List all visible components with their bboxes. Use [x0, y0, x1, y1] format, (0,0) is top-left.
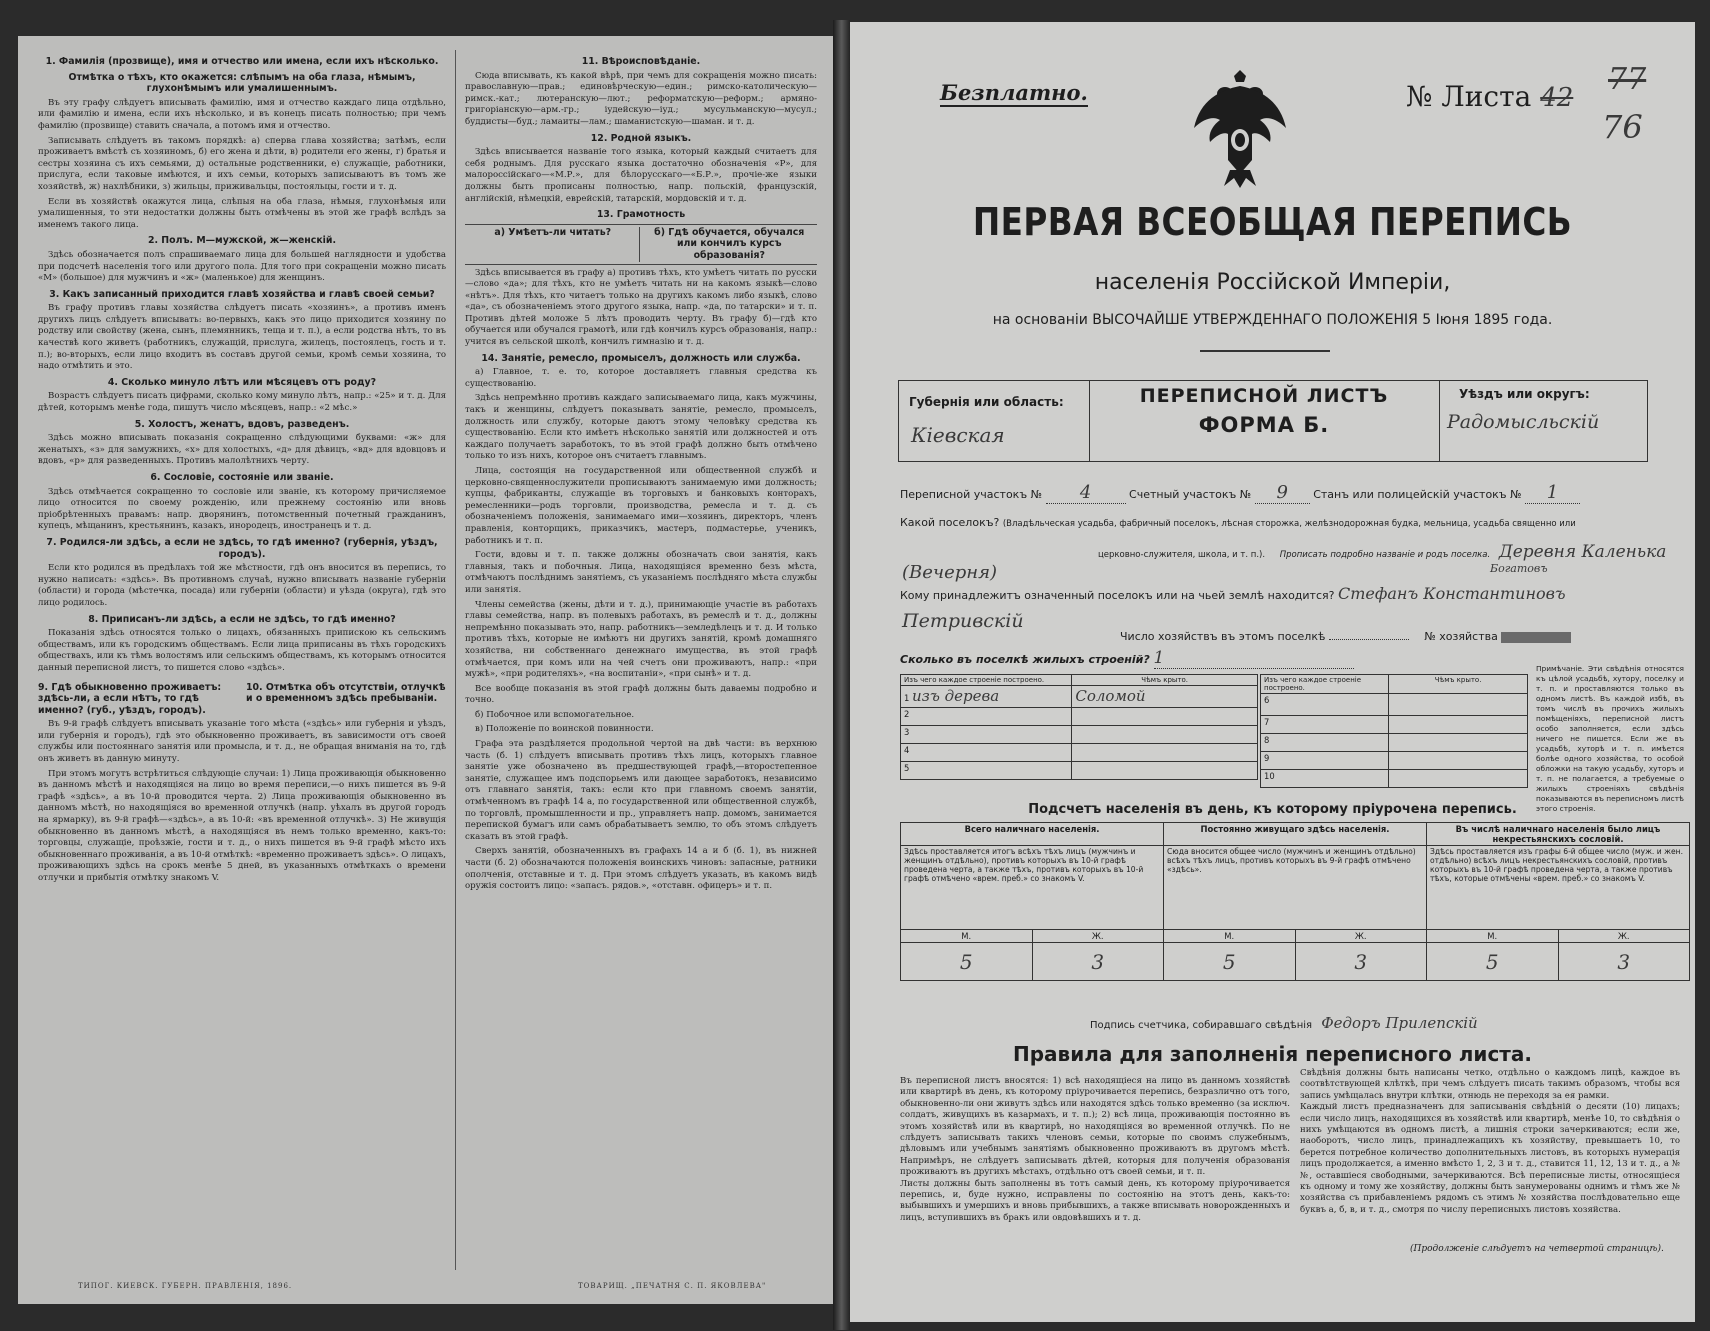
column-divider [455, 50, 456, 1270]
heading-4: 4. Сколько минуло лѣтъ или мѣсяцевъ отъ роду? [107, 376, 377, 388]
buildings-table-left [900, 674, 1258, 780]
owner-value: Стефанъ Константиновъ [1337, 584, 1566, 603]
paragraph: Здѣсь можно вписывать показанія сокращенно слѣдующими буквами: «ж» для женатыхъ, «з» для замужнихъ, «х» для холостыхъ, «д» для дѣвицъ, «вд» для вдовцовъ и вдовъ, «р» для разведенныхъ. Противъ малолѣтнихъ черту. [38, 433, 446, 467]
paragraph: Гости, вдовы и т. п. также должны обозначать свои занятія, какъ главныя, такъ и побочныя. Лица, находящіяся временно безъ мѣста, отмѣчаютъ послѣднимъ занятіемъ, съ указаніемъ послѣдняго мѣста службы или занятія. [465, 550, 817, 595]
book-spine [833, 20, 850, 1330]
census-precinct-value: 4 [1046, 482, 1126, 504]
paragraph: Если кто родился въ предѣлахъ той же мѣстности, гдѣ онъ вносится въ перепись, то нужно написать: «здѣсь». Въ противномъ случаѣ, нужно вписывать названіе губерніи (области) и города (мѣстечка, посада) или губерніи (области) и уѣзда (округа), гдѣ это лицо родилось. [38, 563, 446, 608]
table-cell [1389, 752, 1528, 770]
table-row: 5 [901, 762, 1072, 780]
district-label: Уѣздъ или округъ: [1459, 387, 1590, 401]
male-header: М. [1164, 930, 1296, 943]
heading-5: 5. Холостъ, женатъ, вдовъ, разведенъ. [134, 418, 350, 430]
divider [1200, 350, 1330, 352]
census-title: ПЕРВАЯ ВСЕОБЩАЯ ПЕРЕПИСЬ [972, 200, 1573, 244]
female-header: Ж. [1558, 930, 1690, 943]
households-count-label: Число хозяйствъ въ этомъ поселкѣ [1120, 630, 1326, 643]
form-title-cell [1089, 381, 1440, 461]
form-b: ФОРМА Б. [1198, 413, 1330, 437]
settlement-hint-3: Прописать подробно названіе и родъ поселка. [1279, 550, 1491, 560]
right-page [850, 22, 1695, 1322]
rules-continued: (Продолженіе слѣдуетъ на четвертой страницѣ). [1410, 1244, 1664, 1254]
permanent-population-header: Постоянно живущаго здѣсь населенія. [1164, 823, 1427, 846]
double-headed-eagle-icon [1190, 70, 1290, 190]
heading-13: 13. Грамотность [596, 209, 686, 221]
police-precinct-value: 1 [1525, 482, 1580, 504]
paragraph: Въ 9-й графѣ слѣдуетъ вписывать указаніе того мѣста («здѣсь» или губернія и уѣздъ, или губернія и городъ), гдѣ это обыкновенно проживаетъ, въ зависимости отъ своей службы или постояннаго занятія или промысла, и т. д., не обращая вниманія на то, гдѣ онъ живетъ въ данную минуту. [38, 719, 446, 765]
heading-1: 1. Фамилія (прозвище), имя и отчество или имена, если ихъ нѣсколько. [45, 56, 439, 67]
population-table [900, 822, 1690, 981]
paragraph: Все вообще показанія въ этой графѣ должны быть даваемы подробно и точно. [465, 683, 817, 706]
rules-left-column: Въ переписной листъ вносятся: 1) всѣ находящіеся на лицо въ данномъ хозяйствѣ или квартирѣ въ день, къ которому пріурочивается перепись, безразлично отъ того, обыкновенно-ли они живутъ здѣсь или находятся здѣсь только временно (за исключ. солдатъ, живущихъ въ казармахъ, и т. п.); 2) всѣ лица, проживающія постоянно въ этомъ хозяйствѣ или въ квартирѣ, но находящіяся во временной отлучкѣ. По не слѣдуетъ записывать такихъ членовъ семьи, которые по своимъ служебнымъ, дѣловымъ или учебнымъ занятіямъ обыкновенно проживаютъ въ другомъ мѣстѣ. Напримѣръ, не слѣдуетъ записывать дѣтей, которыя для полученія образованія проживаютъ въ другихъ мѣстахъ, отдѣльно отъ своей семьи, и т. п. Листы должны быть заполнены въ тотъ самый день, къ которому пріурочивается перепись, и, буде нужно, исправлены по состоянію на этотъ день, какъ-то: выбывшихъ и умершихъ и вновь прибывшихъ, а также вписывать новорожденныхъ и лицъ, вступившихъ въ бракъ или овдовѣвшихъ и т. д. [900, 1076, 1290, 1223]
owner-label: Кому принадлежитъ означенный поселокъ или на чьей землѣ находится? [900, 589, 1335, 602]
heading-10: 10. Отмѣтка объ отсутствіи, отлучкѣ и о временномъ здѣсь пребываніи. [246, 681, 446, 705]
count-precinct-value: 9 [1255, 482, 1310, 504]
paragraph: Здѣсь отмѣчается сокращенно то сословіе или званіе, къ которому причисляемое лицо относится по своему рожденію, или прежнему состоянію или вновь пріобрѣтенныхъ правамъ: напр. дворянинъ, потомственный почетный гражданинъ, купецъ, мѣщанинъ, крестьянинъ, казакъ, инородецъ, иностранецъ и т. д. [38, 486, 446, 532]
row-number: 1 [904, 693, 910, 703]
permanent-female-value: 3 [1295, 943, 1427, 981]
count-precinct-label: Счетный участокъ № [1129, 488, 1252, 501]
buildings-table-right [1260, 674, 1528, 788]
heading-6: 6. Сословіе, состояніе или званіе. [150, 472, 334, 483]
buildings-label: Сколько въ поселкѣ жилыхъ строеній? [900, 653, 1150, 666]
table-cell [1072, 726, 1258, 744]
population-heading: Подсчетъ населенія въ день, къ которому пріурочена перепись. [1028, 802, 1517, 817]
form-title: ПЕРЕПИСНОЙ ЛИСТЪ [1139, 385, 1389, 407]
table-cell [1389, 716, 1528, 734]
free-label: Безплатно. [940, 80, 1088, 105]
paragraph: Возрастъ слѣдуетъ писать цифрами, сколько кому минуло лѣтъ, напр.: «25» и т. д. Для дѣтей, которымъ менѣе года, пишутъ число мѣсяцевъ, напр.: «2 мѣс.» [38, 391, 446, 414]
paragraph: Лица, состоящія на государственной или общественной службѣ и церковно-священнослужители прописываютъ занимаемую ими должность; купцы, фабриканты, служащіе въ торговыхъ и банковыхъ конторахъ, ремесленники—родъ торговли, производства, ремесла и т. д. съ обозначеніемъ положенія, занимаемаго ими—хозяинъ, директоръ, членъ правленія, конторщикъ, приказчикъ, мастеръ, подмастерье, ученикъ, работникъ и т. п. [465, 466, 817, 546]
heading-7: 7. Родился-ли здѣсь, а если не здѣсь, то гдѣ именно? (губернія, уѣздъ, городъ). [46, 536, 438, 560]
form-header-box [898, 380, 1648, 462]
legal-basis: на основаніи ВЫСОЧАЙШЕ УТВЕРЖДЕННАГО ПОЛОЖЕНІЯ 5 Іюня 1895 года. [992, 312, 1553, 328]
heading-13a: а) Умѣетъ-ли читать? [467, 227, 640, 262]
female-header: Ж. [1032, 930, 1164, 943]
rules-right-column: Свѣдѣнія должны быть написаны четко, отдѣльно о каждомъ лицѣ, каждое въ соотвѣтствующей клѣткѣ, при чемъ слѣдуетъ писать такимъ образомъ, чтобы вся запись умѣщалась внутри клѣтки, отнюдь не переходя за ея рамки. Каждый листъ предназначенъ для записыванія свѣдѣній о десяти (10) лицахъ; если число лицъ, находящихся въ хозяйствѣ или квартирѣ, менѣе 10, то свѣдѣнія о нихъ умѣщаются въ одномъ листѣ, а лишнія строки зачеркиваются; если же, наоборотъ, число лицъ, принадлежащихъ къ хозяйству, превышаетъ 10, то берется потребное количество дополнительныхъ листовъ, въ которыхъ нумерація лицъ продолжается, а именно вмѣсто 1, 2, 3 и т. д., ставится 11, 12, 13 и т. д., а №№, оставшіеся свободными, зачеркиваются. Всѣ переписные листы, относящіеся къ одному и тому же хозяйству, должны быть занумерованы однимъ и тѣмъ же № хозяйства съ прибавленіемъ рядомъ съ этимъ № хозяйства послѣдовательно еще буквъ а, б, в, и т. д., смотря по числу переписныхъ листовъ хозяйства. [1300, 1068, 1680, 1215]
buildings-line [900, 648, 1400, 669]
paragraph: Записывать слѣдуетъ въ такомъ порядкѣ: а) сперва глава хозяйства; затѣмъ, если проживаетъ вмѣстѣ съ хозяиномъ, б) его жена и дѣти, в) родители его жены, г) братья и сестры хозяина съ ихъ семьями, д) остальные родственники, е) служащіе, работники, прислуга, если таковые имѣются, и ихъ семьи, которыхъ записываютъ въ томъ же хозяйствѣ, ж) нахлѣбники, з) жильцы, приживальцы, постояльцы, гости и т. д. [38, 135, 446, 192]
table-row: 4 [901, 744, 1072, 762]
table-row: 2 [901, 708, 1072, 726]
settlement-line-2 [1098, 542, 1668, 562]
paragraph: Графа эта раздѣляется продольной чертой на двѣ части: въ верхнюю часть (б. 1) слѣдуетъ вписывать противъ тѣхъ лицъ, которыхъ главное занятіе уже обозначено въ предшествующей графѣ,—второстепенное занятіе, служащее имъ подспорьемъ или дающее заработокъ, независимо отъ главнаго занятія, такъ: если кто при главномъ своемъ занятіи, отмѣченномъ въ графѣ 14 а, по государственной или общественной службѣ, по торговлѣ, промышленности и пр., управляетъ напр. домомъ, занимается перепиской бумагъ или самъ обрабатываетъ землю, то объ этомъ слѣдуетъ сказать въ этой графѣ. [465, 739, 817, 842]
census-subtitle: населенія Россійской Имперіи, [1094, 270, 1451, 295]
settlement-value: Деревня Каленька [1498, 542, 1667, 562]
household-no-blot [1501, 632, 1571, 643]
police-precinct-label: Станъ или полицейскій участокъ № [1313, 488, 1522, 501]
paragraph: в) Положеніе по воинской повинности. [475, 724, 654, 735]
paragraph: Здѣсь непремѣнно противъ каждаго записываемаго лица, какъ мужчины, такъ и женщины, слѣдуетъ показывать занятіе, ремесло, промыселъ, должность или службу, которые даютъ этому человѣку средства къ существованію. Если кто имѣетъ нѣсколько занятій или должностей и отъ каждаго получаетъ заработокъ, то въ этой графѣ должно быть отмѣчено только то изъ нихъ, которое онъ считаетъ главнымъ. [465, 393, 817, 462]
table-cell [1072, 744, 1258, 762]
col-roof-header: Чѣмъ крыто. [1389, 675, 1528, 694]
province-label: Губернія или область: [909, 395, 1064, 409]
owner-value-2: Петривскій [902, 610, 1024, 632]
paragraph: б) Побочное или вспомогательное. [475, 709, 635, 720]
left-column-2 [465, 52, 817, 896]
table-row: 9 [1261, 752, 1389, 770]
permanent-population-desc: Сюда вносится общее число (мужчинъ и женщинъ отдѣльно) всѣхъ тѣхъ лицъ, противъ которыхъ въ 9-й графѣ отмѣчено «здѣсь». [1164, 846, 1427, 930]
non-peasant-male-value: 5 [1427, 943, 1559, 981]
settlement-value-2: (Вечерня) [902, 562, 998, 583]
total-female-value: 3 [1032, 943, 1164, 981]
heading-8: 8. Приписанъ-ли здѣсь, а если не здѣсь, то гдѣ именно? [88, 613, 396, 625]
table-cell [1389, 734, 1528, 752]
heading-12: 12. Родной языкъ. [590, 132, 692, 144]
signature-value: Федоръ Прилепскій [1321, 1014, 1478, 1032]
left-column-1 [38, 52, 446, 888]
census-precinct-label: Переписной участокъ № [900, 488, 1043, 501]
table-row: 10 [1261, 770, 1389, 788]
table-cell [1072, 762, 1258, 780]
heading-13b: б) Гдѣ обучается, обучался или кончилъ курсъ образованія? [654, 226, 805, 261]
households-count-value [1329, 639, 1409, 640]
roof-value: Соломой [1072, 686, 1258, 708]
paragraph: Члены семейства (жены, дѣти и т. д.), принимающіе участіе въ работахъ главы семейства, напр. въ полевыхъ работахъ, въ ремеслѣ и т. д., должны непремѣнно показывать это, напр. работникъ—земледѣлецъ и т. д. И только противъ тѣхъ, которые не имѣютъ ни другихъ занятій, кромѣ домашняго хозяйства, ни собственнаго денежнаго имущества, въ этой графѣ отмѣчается, при комъ или на чей счетъ они проживаютъ, напр.: «при мужѣ», «при родителяхъ», «на воспитаніи», «при сынѣ» и т. д. [465, 599, 817, 680]
printer-imprint-left: ТИПОГ. КИЕВСК. ГУБЕРН. ПРАВЛЕНІЯ, 1896. [78, 1282, 293, 1290]
material-value: изъ дерева [912, 687, 1000, 705]
signature-line [1090, 1014, 1690, 1032]
district-value: Радомысльскій [1447, 411, 1600, 433]
table-row: 6 [1261, 694, 1389, 716]
district-cell [1439, 381, 1647, 461]
paragraph: Сверхъ занятій, обозначенныхъ въ графахъ 14 а и б (б. 1), въ нижней части (б. 2) обозначаются положенія воинскихъ чиновъ: запасные, ратники ополченія, отставные и т. д. При этомъ слѣдуетъ указать, въ какомъ видѣ оружія состоитъ лицо: «запасъ. рядов.», «отставн. офицеръ» и т. п. [465, 846, 817, 892]
total-population-header: Всего наличнаго населенія. [901, 823, 1164, 846]
owner-line [900, 584, 1690, 603]
paragraph: Сюда вписывать, къ какой вѣрѣ, при чемъ для сокращенія можно писать: православную—прав.; единовѣрческую—един.; римско-католическую—римск.-кат.; лютеранскую—лют.; реформатскую—реформ.; армяно-григоріанскую—арм.-гр.; іудейскую—іуд.; мусульманскую—мусул.; буддисты—буд.; ламаиты—лам.; шаманистскую—шаман. и т. д. [465, 70, 817, 127]
female-header: Ж. [1295, 930, 1427, 943]
owner-value-top: Богатовъ [1490, 562, 1548, 575]
table-cell [1389, 770, 1528, 788]
province-value: Кіевская [911, 423, 1005, 447]
paragraph: При этомъ могутъ встрѣтиться слѣдующіе случаи: 1) Лица проживающія обыкновенно въ данномъ мѣстѣ и находящіяся на лицо во время переписи,—о нихъ пишется въ 9-й графѣ «здѣсь», а въ 10-й проводится черта. 2) Лица проживающія обыкновенно въ данномъ мѣстѣ, но находящіяся во временной отлучкѣ (напр. уѣхалъ въ другой городъ на ярмарку), въ 9-й графѣ—«здѣсь», а въ 10-й: «въ временной отлучкѣ». 3) Не живущія обыкновенно въ данномъ мѣстѣ, а находящіяся въ немъ только временно, какъ-то: торговцы, служащіе, проѣзжіе, гости и т. д., о нихъ пишется въ 9-й графѣ мѣсто ихъ обыкновеннаго проживанія, а въ 10-й отмѣткѣ: «временно проживаетъ здѣсь». О лицахъ, проживающихъ здѣсь на срокъ менѣе 5 дней, въ указанныхъ отмѣткахъ о времени отлучки и прибытія отмѣтку знакомъ V. [38, 768, 446, 883]
total-population-desc: Здѣсь проставляется итогъ всѣхъ тѣхъ лицъ (мужчинъ и женщинъ отдѣльно), противъ которыхъ въ 10-й графѣ проведена черта, а также тѣхъ, противъ которыхъ въ 10-й графѣ отмѣчено «врем. преб.» со знакомъ V. [901, 846, 1164, 930]
heading-14: 14. Занятіе, ремесло, промыселъ, должность или служба. [481, 352, 801, 364]
sheet-label: № Листа [1406, 80, 1532, 113]
col-roof-header: Чѣмъ крыто. [1072, 675, 1258, 686]
col-material-header: Изъ чего каждое строеніе построено. [901, 675, 1072, 686]
settlement-label: Какой поселокъ? [900, 516, 1000, 529]
settlement-line [900, 516, 1660, 529]
heading-11: 11. Вѣроисповѣданіе. [581, 56, 701, 67]
sheet-number-handwritten-2: 76 [1602, 108, 1643, 146]
heading-1b: Отмѣтка о тѣхъ, кто окажется: слѣпымъ на оба глаза, нѣмымъ, глухонѣмымъ или умалишеннымъ. [68, 71, 416, 95]
buildings-note: Примѣчаніе. Эти свѣдѣнія относятся къ цѣлой усадьбѣ, хутору, поселку и т. п. и проставляются только въ одномъ листѣ. Въ каждой избѣ, въ томъ числѣ въ прочихъ жилыхъ помѣщеніяхъ, переписной листъ особо заполняется, если здѣсь ничего не пишется. Если же въ усадьбѣ, хуторѣ и т. п. имѣется болѣе одного хозяйства, то особой обложки на такую усадьбу, хуторъ и т. п. не полагается, а требуемые о жилыхъ строеніяхъ свѣдѣнія показываются въ переписномъ листѣ этого строенія. [1536, 664, 1684, 813]
table-row: 7 [1261, 716, 1389, 734]
total-male-value: 5 [901, 943, 1033, 981]
paragraph: Если въ хозяйствѣ окажутся лица, слѣпыя на оба глаза, нѣмыя, глухонѣмыя или умалишенныя, то эти недостатки должны быть отмѣчены въ этой же графѣ вслѣдъ за именемъ такого лица. [38, 196, 446, 230]
paragraph: Здѣсь обозначается полъ спрашиваемаго лица для большей наглядности и удобства при подсчетѣ населенія того или другого пола. Для того при сокращеніи можно писать «М» (большое) для мужчинъ и «ж» (маленькое) для женщинъ. [38, 249, 446, 284]
paragraph: а) Главное, т. е. то, которое доставляетъ главныя средства къ существованію. [465, 367, 817, 389]
settlement-hint: (Владѣльческая усадьба, фабричный поселокъ, лѣсная сторожка, желѣзнодорожная будка, мельница, усадьба священно или [1002, 519, 1576, 529]
settlement-hint-2: церковно-служителя, школа, и т. п.). [1098, 550, 1266, 560]
heading-2: 2. Полъ. М—мужской, ж—женскій. [147, 235, 337, 247]
table-cell [1389, 694, 1528, 716]
province-cell [899, 381, 1090, 461]
printer-imprint-right: ТОВАРИЩ. „ПЕЧАТНЯ С. П. ЯКОВЛЕВА" [578, 1282, 767, 1290]
paragraph: Здѣсь вписывается въ графу а) противъ тѣхъ, кто умѣетъ читать по русски—слово «да»; для тѣхъ, кто не умѣетъ читать ни на какомъ языкѣ—слово «нѣтъ». Для тѣхъ, кто читаетъ только на другихъ какомъ либо языкѣ, слово «да», съ обозначеніемъ этого другого языка, напр. «да, по татарски» и т. п. Противъ дѣтей моложе 5 лѣтъ проводить черту. Въ графу б)—гдѣ кто обучается или обучался грамотѣ, или гдѣ кончилъ курсъ образованія, напр.: учится въ сельской школѣ, кончилъ гимназію и т. д. [465, 267, 817, 348]
paragraph: Въ эту графу слѣдуетъ вписывать фамилію, имя и отчество каждаго лица отдѣльно, или фамилію и имена, если ихъ нѣсколько, и въ конецъ писать полностью; при чемъ фамилію (прозвище) ставить сначала, а потомъ имя и отчество. [38, 97, 446, 131]
sheet-number [1406, 80, 1573, 113]
col-material-header: Изъ чего каждое строеніе построено. [1261, 675, 1389, 694]
buildings-value: 1 [1154, 648, 1354, 669]
table-row: 3 [901, 726, 1072, 744]
non-peasant-header: Въ числѣ наличнаго населенія было лицъ некрестьянскихъ сословій. [1427, 823, 1690, 846]
sheet-number-struck: 42 [1540, 83, 1574, 113]
household-no-label: № хозяйства [1424, 630, 1498, 643]
table-cell [1072, 708, 1258, 726]
male-header: М. [901, 930, 1033, 943]
precinct-line [900, 482, 1660, 504]
left-page [18, 36, 833, 1304]
rules-title: Правила для заполненія переписного листа. [1013, 1042, 1532, 1066]
table-row [901, 686, 1072, 708]
heading-3: 3. Какъ записанный приходится главѣ хозяйства и главѣ своей семьи? [49, 288, 435, 300]
signature-label: Подпись счетчика, собиравшаго свѣдѣнія [1090, 1020, 1313, 1031]
heading-9: 9. Гдѣ обыкновенно проживаетъ: здѣсь-ли, а если нѣтъ, то гдѣ именно? (губ., уѣздъ, городъ). [38, 681, 222, 716]
households-line [1120, 630, 1680, 643]
male-header: М. [1427, 930, 1559, 943]
paragraph: Въ графу противъ главы хозяйства слѣдуетъ писать «хозяинъ», а противъ именъ другихъ лицъ слѣдуетъ вписывать: во-первыхъ, какъ это лицо приходится хозяину по родству или свойству (жена, сынъ, племянникъ, теща и т. п.), а если родства нѣтъ, то въ качествѣ кого живетъ (работникъ, служащій, прислуга, жилецъ, постоялецъ, гость и т. п.); во-вторыхъ, если лицо входитъ въ составъ другой семьи, кромѣ семьи хозяина, то надо отмѣтить и это. [38, 303, 446, 372]
sheet-number-handwritten-1: 77 [1608, 62, 1647, 97]
non-peasant-female-value: 3 [1558, 943, 1690, 981]
paragraph: Здѣсь вписывается названіе того языка, который каждый считаетъ для себя роднымъ. Для русскаго языка достаточно обозначенія «Р», для малороссійскаго—«М.Р.», для бѣлорусскаго—«Б.Р.», прочіе-же языки должны быть прописаны полностью, напр. польскій, французскій, англійскій, нѣмецкій, еврейскій, татарскій, мордовскій и т. д. [465, 147, 817, 204]
non-peasant-desc: Здѣсь проставляется изъ графы 6-й общее число (муж. и жен. отдѣльно) всѣхъ лицъ некрестьянскихъ сословій, противъ которыхъ въ 10-й графѣ проведена черта, а также противъ тѣхъ, которые отмѣчены «врем. преб.» со знакомъ V. [1427, 846, 1690, 930]
permanent-male-value: 5 [1164, 943, 1296, 981]
paragraph: Показанія здѣсь относятся только о лицахъ, обязанныхъ припискою къ сельскимъ обществамъ, или къ городскимъ обществамъ. Если лица приписаны въ тѣхъ городскихъ обществахъ, или къ тѣмъ волостямъ или сельскимъ обществамъ, къ которымъ относится данный переписной листъ, то пишется слово «здѣсь». [38, 628, 446, 673]
table-row: 8 [1261, 734, 1389, 752]
